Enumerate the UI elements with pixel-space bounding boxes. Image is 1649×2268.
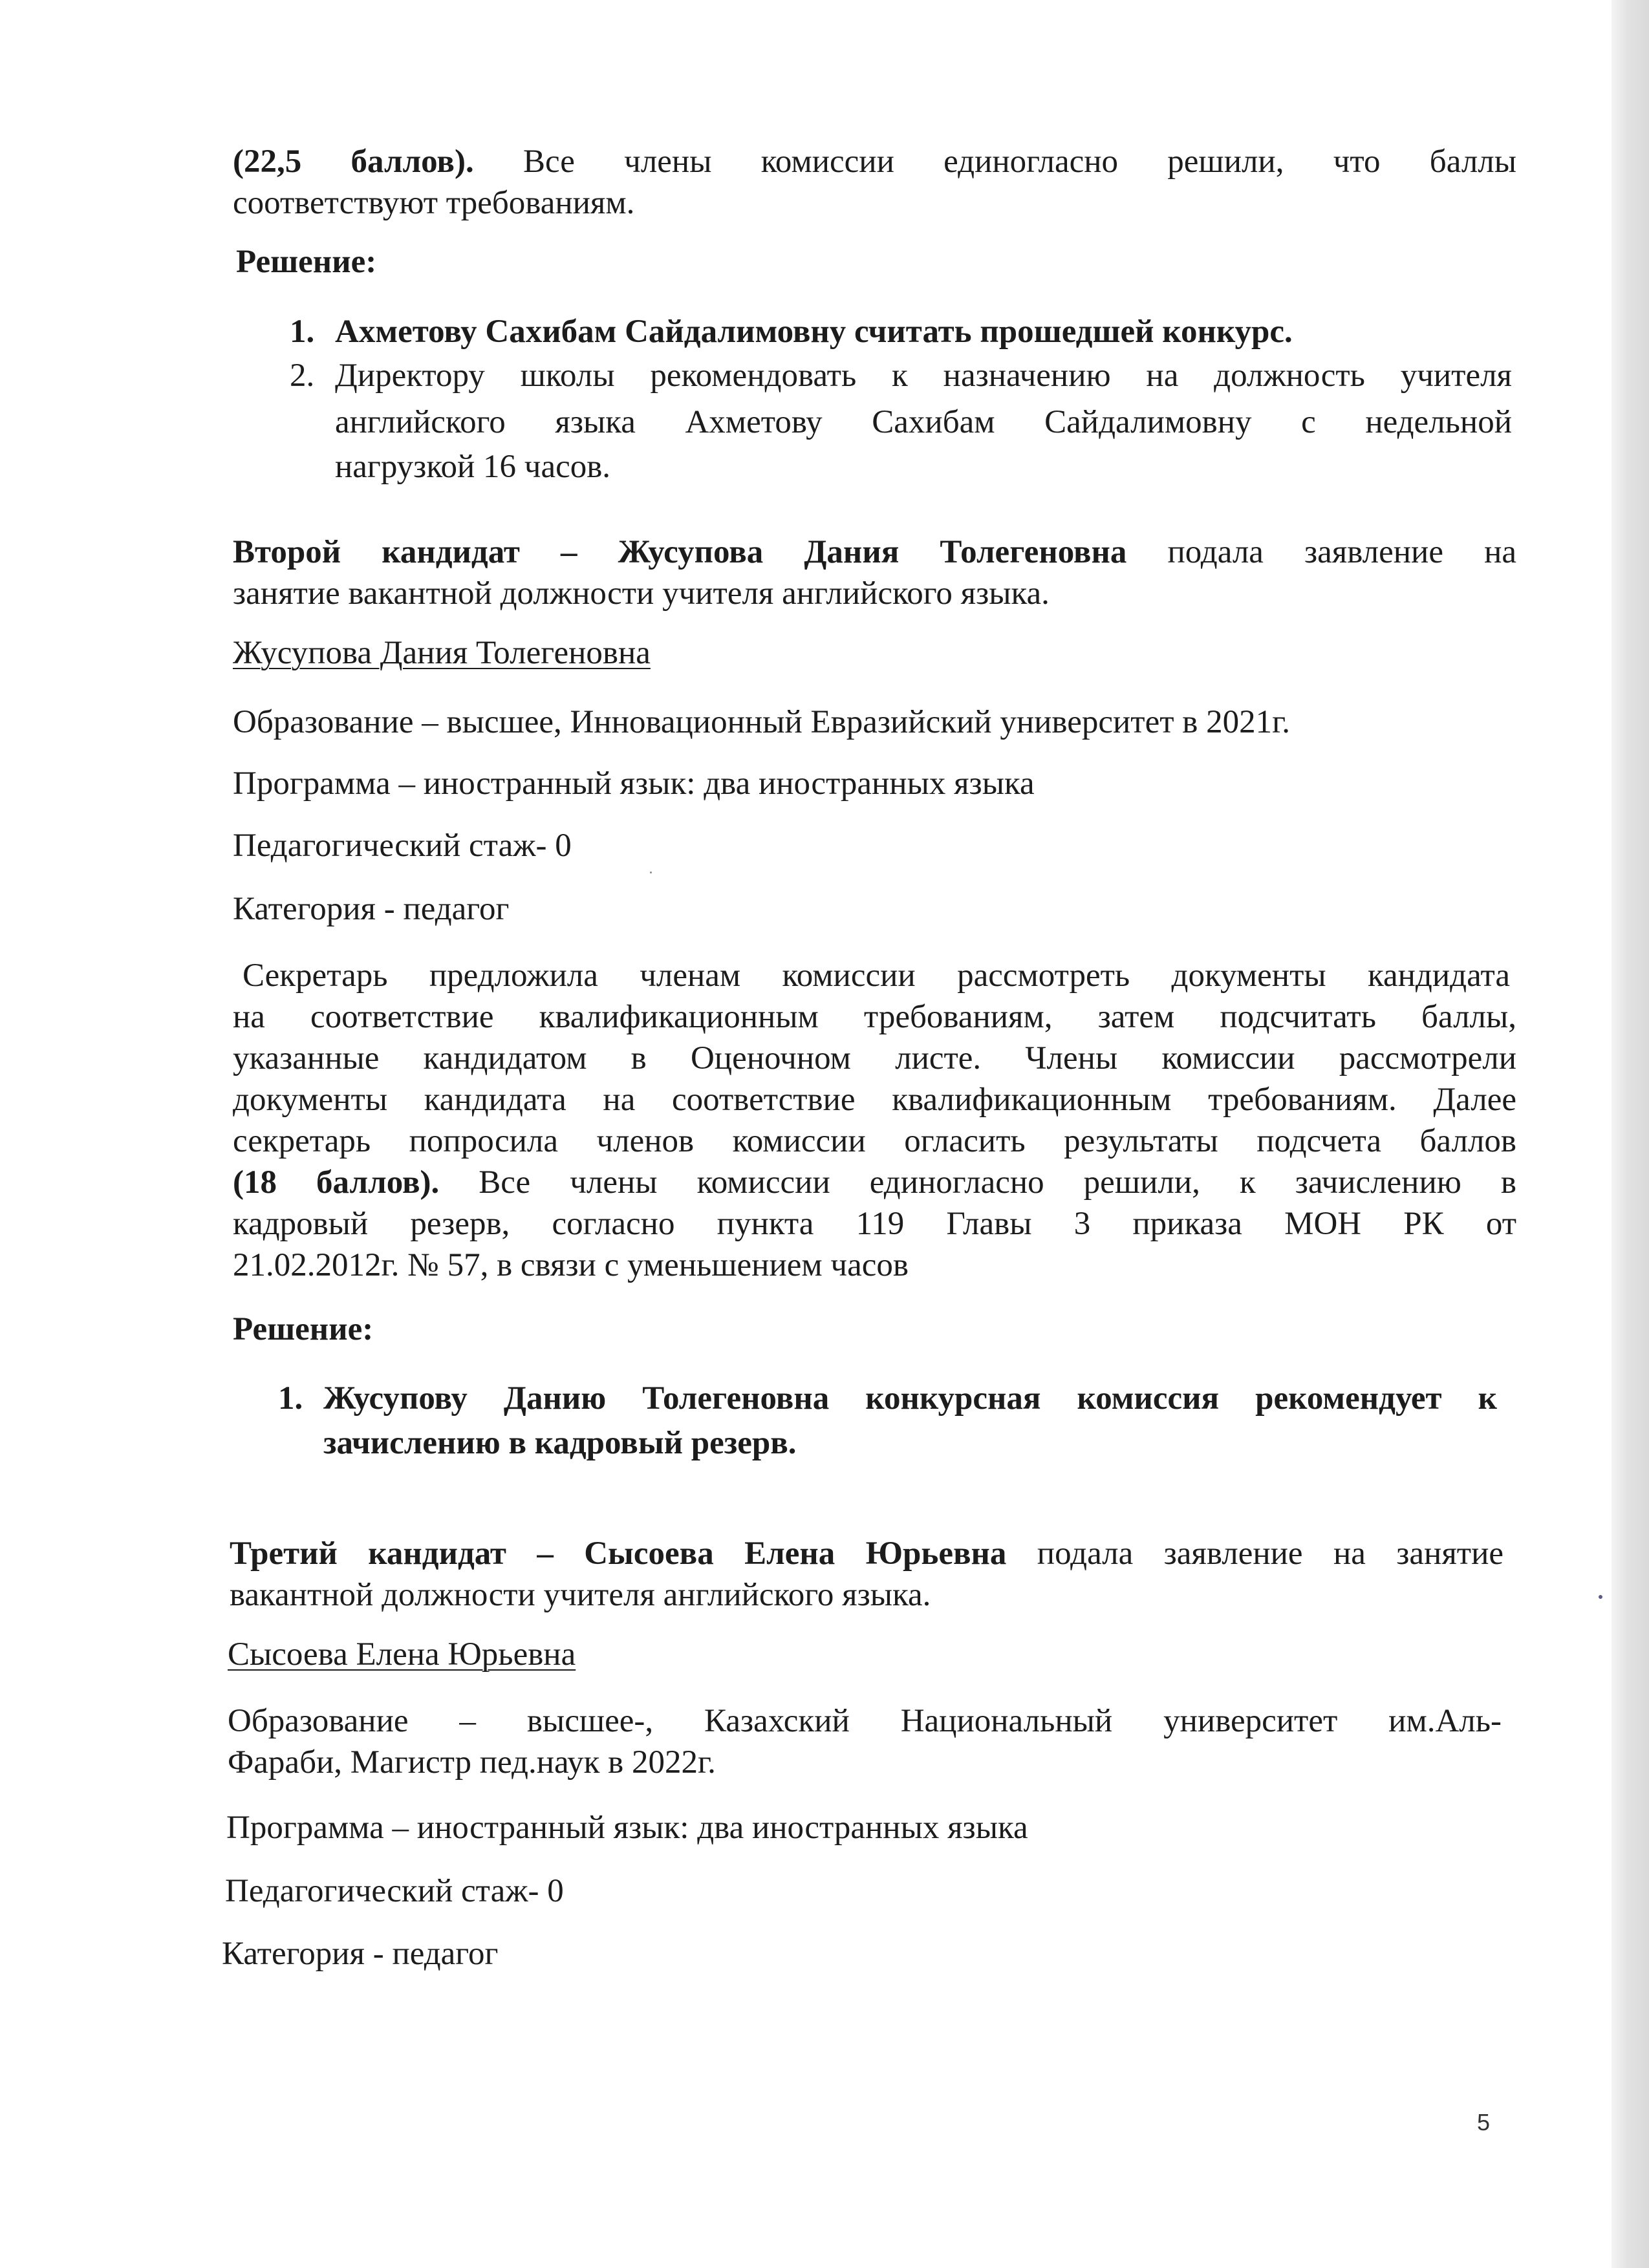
decision-item-text: Ахметову Сахибам Сайдалимовну считать прошедшей конкурс. — [335, 314, 1293, 350]
candidate3-intro-line-2: вакантной должности учителя английского языка. — [230, 1577, 931, 1613]
candidate2-intro-text: подала заявление на — [1167, 534, 1516, 570]
candidate2-para-line-1: Секретарь предложила членам комиссии рассмотреть документы кандидата — [242, 957, 1510, 994]
list-number: 1. — [278, 1380, 303, 1417]
candidate2-para-line-4: документы кандидата на соответствие квалификационным требованиям. Далее — [233, 1082, 1516, 1118]
candidate3-category: Категория - педагог — [222, 1936, 499, 1972]
intro-line-1 — [233, 141, 1516, 182]
candidate3-experience: Педагогический стаж- 0 — [225, 1873, 564, 1909]
decision-item-1 — [290, 311, 1454, 352]
candidate3-program: Программа – иностранный язык: два иностранных языка — [226, 1810, 1028, 1846]
decision2-item-1-line-1 — [278, 1378, 1497, 1419]
decision2-item-1-line-2: зачислению в кадровый резерв. — [323, 1425, 797, 1461]
score-bold: (22,5 баллов). — [233, 144, 474, 180]
candidate2-para-line-6 — [233, 1162, 1516, 1203]
candidate2-intro-line-1 — [233, 531, 1516, 573]
candidate2-intro-line-2: занятие вакантной должности учителя английского языка. — [233, 575, 1050, 612]
candidate3-education-line-1: Образование – высшее-, Казахский Национальный университет им.Аль- — [228, 1703, 1502, 1739]
list-number: 2. — [290, 358, 315, 394]
list-number: 1. — [290, 314, 315, 350]
decision-item-text: Директору школы рекомендовать к назначению на должность учителя — [335, 358, 1512, 394]
decision2-heading: Решение: — [233, 1311, 374, 1347]
candidate2-para-text: Все члены комиссии единогласно решили, к зачислению в — [479, 1164, 1516, 1201]
candidate3-intro-line-1 — [230, 1533, 1503, 1574]
candidate2-para-line-8: 21.02.2012г. № 57, в связи с уменьшением часов — [233, 1247, 909, 1283]
candidate2-para-line-2: на соответствие квалификационным требованиям, затем подсчитать баллы, — [233, 999, 1516, 1035]
scan-speck — [1599, 1595, 1602, 1599]
decision-heading: Решение: — [236, 244, 377, 280]
candidate3-intro-text: подала заявление на занятие — [1006, 1535, 1503, 1572]
scan-edge-shadow — [1611, 0, 1649, 2268]
intro-line-2: соответствуют требованиям. — [233, 185, 635, 221]
candidate2-experience: Педагогический стаж- 0 — [233, 828, 572, 864]
candidate2-para-line-5: секретарь попросила членов комиссии огласить результаты подсчета баллов — [233, 1123, 1516, 1159]
candidate2-para-line-3: указанные кандидатом в Оценочном листе. Члены комиссии рассмотрели — [233, 1040, 1516, 1076]
intro-text: Все члены комиссии единогласно решили, что баллы — [523, 144, 1516, 180]
scan-speck — [650, 872, 652, 873]
candidate2-name-underlined: Жусупова Дания Толегеновна — [233, 635, 651, 671]
score-bold: (18 баллов). — [233, 1164, 440, 1201]
decision2-item-text: Жусупову Данию Толегеновна конкурсная комиссия рекомендует к — [323, 1380, 1497, 1417]
page-number: 5 — [1477, 2109, 1491, 2135]
candidate2-category: Категория - педагог — [233, 891, 510, 927]
candidate2-name-bold: Второй кандидат – Жусупова Дания Толегеновна — [233, 534, 1127, 570]
candidate3-name-bold: Третий кандидат – Сысоева Елена Юрьевна — [230, 1535, 1007, 1572]
candidate2-para-line-7: кадровый резерв, согласно пункта 119 Главы 3 приказа МОН РК от — [233, 1206, 1516, 1242]
candidate3-education-line-2: Фараби, Магистр пед.наук в 2022г. — [228, 1744, 716, 1781]
decision-item-2-line-2: английского языка Ахметову Сахибам Сайдалимовну с недельной — [335, 404, 1512, 440]
decision-item-2-line-3: нагрузкой 16 часов. — [335, 449, 611, 485]
candidate2-education: Образование – высшее, Инновационный Евразийский университет в 2021г. — [233, 704, 1290, 740]
decision-item-2-line-1 — [290, 355, 1512, 396]
candidate2-program: Программа – иностранный язык: два иностранных языка — [233, 765, 1035, 802]
candidate3-name-underlined: Сысоева Елена Юрьевна — [228, 1636, 576, 1673]
